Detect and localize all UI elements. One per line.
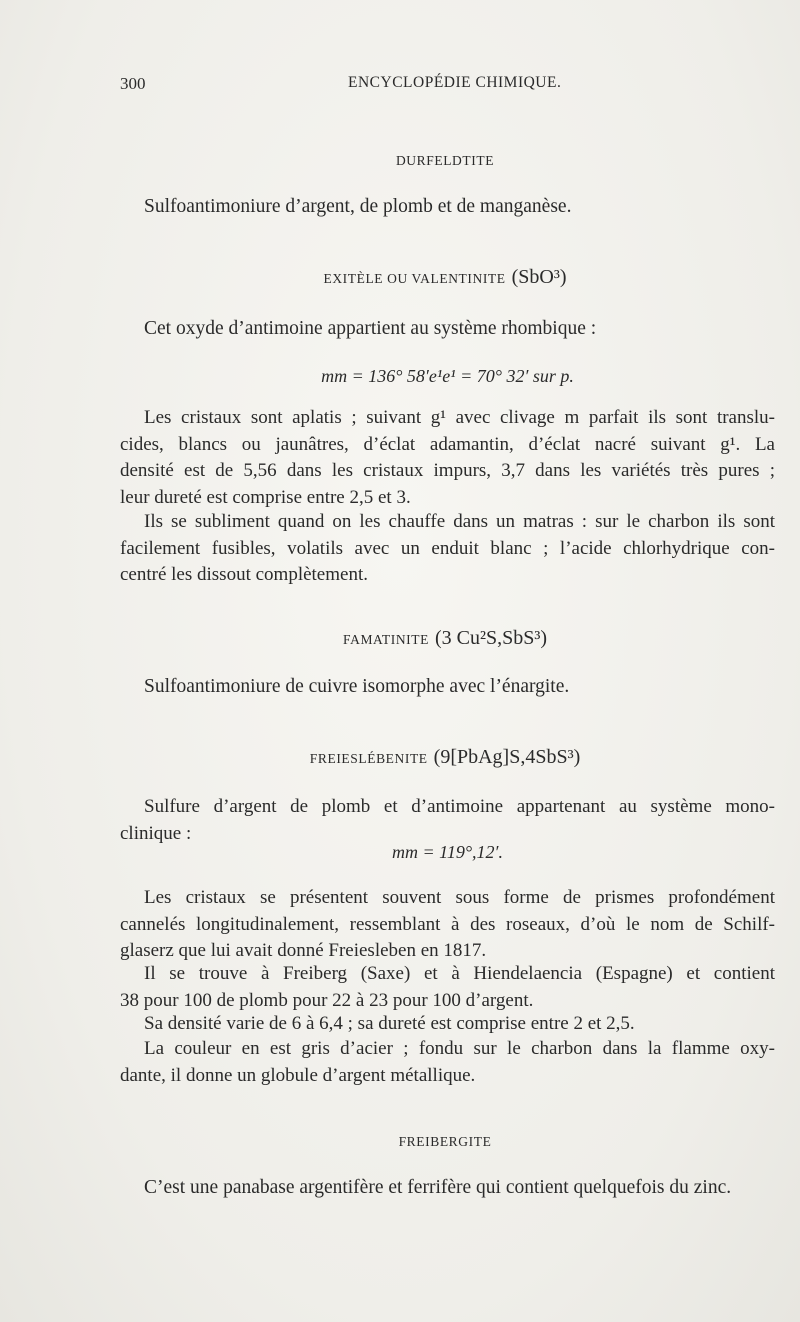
text-line: dante, il donne un globule d’argent métallique. — [120, 1064, 476, 1086]
text-line: Sulfure d’argent de plomb et d’antimoine appartenant au système mono- — [144, 796, 775, 817]
paragraph-durfeldtite: Sulfoantimoniure d’argent, de plomb et de manganèse. — [144, 196, 572, 217]
text-line: facilement fusibles, volatils avec un enduit blanc ; l’acide chlorhydrique con- — [120, 537, 775, 559]
text-line: Il se trouve à Freiberg (Saxe) et à Hiendelaencia (Espagne) et contient — [144, 963, 775, 984]
text-line: Les cristaux sont aplatis ; suivant g¹ avec clivage m parfait ils sont translu- — [144, 407, 775, 428]
section-heading-durfeldtite — [120, 153, 770, 169]
paragraph-freieslebenite-4 — [120, 1011, 775, 1038]
section-title: FREIBERGITE — [398, 1134, 492, 1149]
section-title: DURFELDTITE — [395, 153, 495, 168]
chemical-formula: (SbO³) — [511, 266, 567, 288]
equation-freieslebenite: mm = 119°,12′. — [392, 842, 503, 862]
text-line: La couleur en est gris d’acier ; fondu sur le charbon dans la flamme oxy- — [144, 1038, 775, 1059]
chemical-formula: (3 Cu²S,SbS³) — [434, 627, 548, 649]
paragraph-famatinite: Sulfoantimoniure de cuivre isomorphe avec l’énargite. — [144, 676, 570, 697]
chemical-formula: (9[PbAg]S,4SbS³) — [433, 746, 581, 768]
running-title: ENCYCLOPÉDIE CHIMIQUE. — [348, 74, 562, 91]
text-line: Ils se subliment quand on les chauffe dans un matras : sur le charbon ils sont — [144, 511, 775, 532]
text-line: 38 pour 100 de plomb pour 22 à 23 pour 100 d’argent. — [120, 989, 534, 1011]
equation-exitele: mm = 136° 58′e¹e¹ = 70° 32′ sur p. — [321, 366, 574, 386]
paragraph-exitele-2 — [120, 509, 775, 589]
section-heading-famatinite — [120, 627, 770, 650]
text-line: Les cristaux se présentent souvent sous forme de prismes profondément — [144, 887, 775, 908]
paragraph-exitele-intro: Cet oxyde d’antimoine appartient au système rhombique : — [144, 318, 597, 339]
section-heading-freieslebenite — [120, 746, 770, 769]
text-line: densité est de 5,56 dans les cristaux impurs, 3,7 dans les variétés très pures ; — [120, 460, 775, 481]
text-line: cides, blancs ou jaunâtres, d’éclat adamantin, d’éclat nacré suivant g¹. La — [120, 433, 775, 455]
paragraph-freieslebenite-2 — [120, 885, 775, 965]
section-heading-freibergite — [120, 1134, 770, 1150]
page-number: 300 — [120, 74, 146, 93]
paragraph-exitele-1 — [120, 405, 775, 511]
paragraph-freibergite: C’est une panabase argentifère et ferrifère qui contient quelquefois du zinc. — [144, 1177, 732, 1198]
text-line: centré les dissout complètement. — [120, 564, 368, 585]
section-heading-exitele — [120, 266, 770, 289]
text-line: glaserz que lui avait donné Freiesleben en 1817. — [120, 940, 487, 961]
paragraph-freieslebenite-5 — [120, 1036, 775, 1089]
paragraph-freieslebenite-1 — [120, 794, 775, 847]
section-title: FAMATINITE — [342, 632, 429, 647]
text-line: Sa densité varie de 6 à 6,4 ; sa dureté est comprise entre 2 et 2,5. — [144, 1013, 635, 1034]
text-line: cannelés longitudinalement, ressemblant à des roseaux, d’où le nom de Schilf- — [120, 913, 775, 935]
page-header — [120, 74, 770, 98]
text-line: leur dureté est comprise entre 2,5 et 3. — [120, 486, 411, 508]
paragraph-freieslebenite-3 — [120, 961, 775, 1014]
section-title: EXITÈLE OU VALENTINITE — [323, 271, 506, 286]
section-title: FREIESLÉBENITE — [309, 751, 428, 766]
text-line: clinique : — [120, 822, 192, 844]
